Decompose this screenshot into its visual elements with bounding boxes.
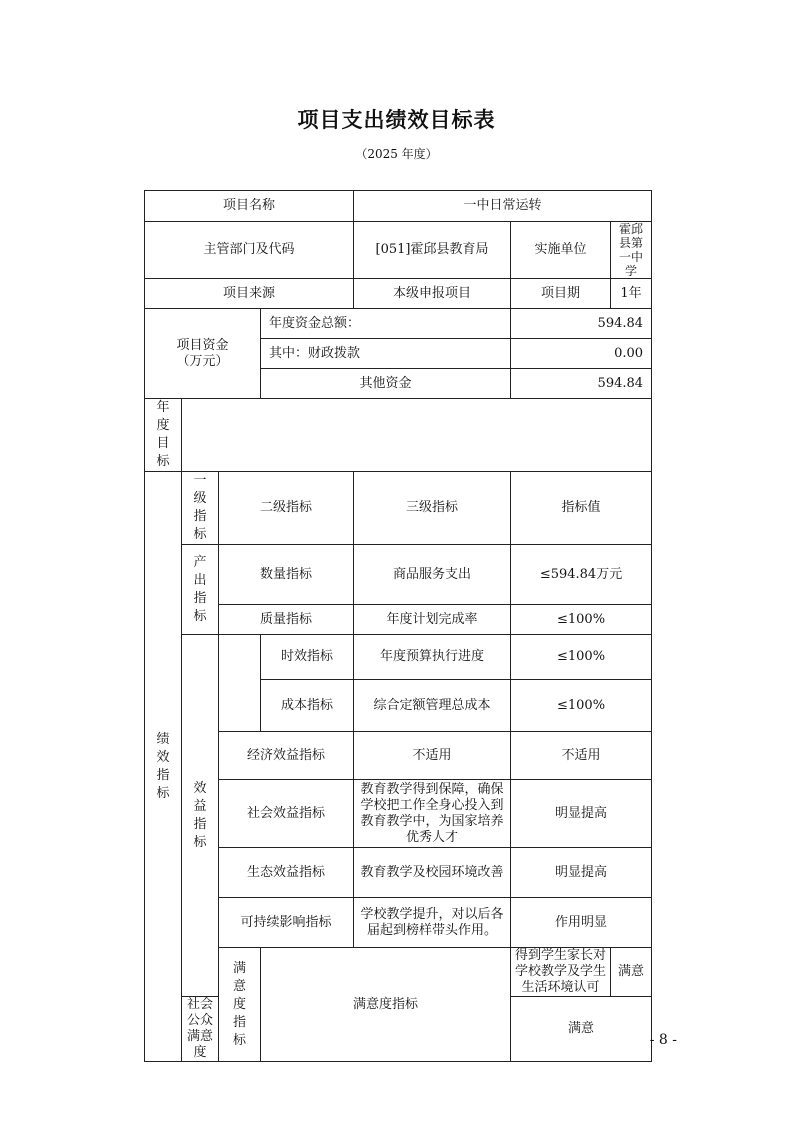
group-satisfaction: 满意度指标 bbox=[232, 960, 246, 1048]
value-annual-total: 594.84 bbox=[511, 309, 652, 339]
value-other-funds: 594.84 bbox=[511, 369, 652, 399]
value-project-source: 本级申报项目 bbox=[354, 279, 511, 309]
label-project-name: 项目名称 bbox=[145, 191, 354, 222]
header-level1: 一级指标 bbox=[193, 473, 207, 542]
level3-cell: 社会公众满意度 bbox=[182, 997, 219, 1062]
value-cell: 作用明显 bbox=[511, 898, 652, 948]
label-other-funds: 其他资金 bbox=[261, 369, 511, 399]
level3-cell: 得到学生家长对学校教学及学生生活环境认可 bbox=[511, 948, 611, 997]
level2-cell: 满意度指标 bbox=[261, 948, 511, 1062]
level2-cell: 经济效益指标 bbox=[219, 732, 354, 780]
value-fiscal: 0.00 bbox=[511, 339, 652, 369]
page-title: 项目支出绩效目标表 bbox=[297, 108, 496, 132]
level2-cell: 生态效益指标 bbox=[219, 848, 354, 898]
value-cell: ≤100% bbox=[511, 680, 652, 732]
value-annual-target bbox=[182, 399, 652, 472]
value-cell: ≤594.84万元 bbox=[511, 545, 652, 605]
value-impl-unit: 霍邱县第一中学 bbox=[611, 222, 652, 279]
level2-cell: 时效指标 bbox=[261, 635, 354, 680]
page-number: - 8 - bbox=[649, 1032, 677, 1048]
level3-cell: 年度预算执行进度 bbox=[354, 635, 511, 680]
value-project-name: 一中日常运转 bbox=[354, 191, 652, 222]
header-level2: 二级指标 bbox=[219, 472, 354, 545]
level3-cell: 教育教学及校园环境改善 bbox=[354, 848, 511, 898]
value-project-period: 1年 bbox=[611, 279, 652, 309]
label-dept-code: 主管部门及代码 bbox=[145, 222, 354, 279]
group-output: 产出指标 bbox=[193, 554, 207, 624]
value-cell: 满意 bbox=[511, 997, 652, 1062]
level2-cell: 质量指标 bbox=[219, 605, 354, 635]
label-annual-total: 年度资金总额： bbox=[261, 309, 511, 339]
label-funds: 项目资金 （万元） bbox=[145, 309, 261, 399]
label-fiscal: 其中：财政拨款 bbox=[261, 339, 511, 369]
level3-cell: 学校教学提升，对以后各届起到榜样带头作用。 bbox=[354, 898, 511, 948]
group-benefit: 效益指标 bbox=[193, 780, 207, 850]
value-cell: ≤100% bbox=[511, 635, 652, 680]
value-cell: 满意 bbox=[611, 948, 652, 997]
level3-cell: 年度计划完成率 bbox=[354, 605, 511, 635]
level3-cell: 商品服务支出 bbox=[354, 545, 511, 605]
label-impl-unit: 实施单位 bbox=[511, 222, 611, 279]
level3-cell: 综合定额管理总成本 bbox=[354, 680, 511, 732]
level2-cell: 数量指标 bbox=[219, 545, 354, 605]
label-project-period: 项目期 bbox=[511, 279, 611, 309]
level2-cell: 可持续影响指标 bbox=[219, 898, 354, 948]
level2-cell: 社会效益指标 bbox=[219, 780, 354, 848]
label-perf-indicators: 绩效指标 bbox=[156, 731, 170, 801]
value-dept-code: [051]霍邱县教育局 bbox=[354, 222, 511, 279]
level3-cell: 不适用 bbox=[354, 732, 511, 780]
value-cell: ≤100% bbox=[511, 605, 652, 635]
label-project-source: 项目来源 bbox=[145, 279, 354, 309]
performance-table bbox=[144, 190, 652, 1062]
label-annual-target: 年度目标 bbox=[156, 400, 170, 469]
page-subtitle: （2025 年度） bbox=[355, 147, 438, 161]
level3-cell: 教育教学得到保障，确保学校把工作全身心投入到教育教学中，为国家培养优秀人才 bbox=[354, 780, 511, 848]
value-cell: 明显提高 bbox=[511, 780, 652, 848]
value-cell: 明显提高 bbox=[511, 848, 652, 898]
level2-cell: 成本指标 bbox=[261, 680, 354, 732]
header-level3: 三级指标 bbox=[354, 472, 511, 545]
value-cell: 不适用 bbox=[511, 732, 652, 780]
header-value: 指标值 bbox=[511, 472, 652, 545]
